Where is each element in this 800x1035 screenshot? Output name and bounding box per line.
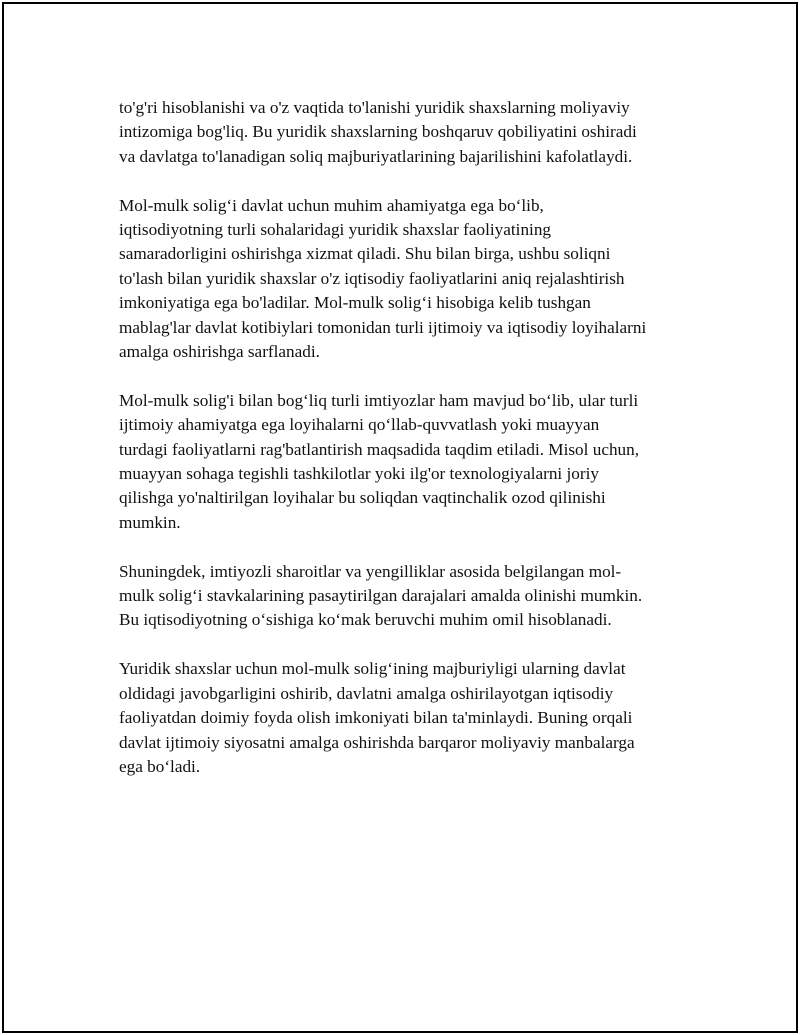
text-line: mablag'lar davlat kotibiylari tomonidan turli ijtimoiy va iqtisodiy loyihalarni <box>119 317 647 337</box>
text-line: iqtisodiyotning turli sohalaridagi yuridik shaxslar faoliyatining <box>119 220 552 240</box>
paragraph-3 <box>119 389 694 535</box>
text-line: imkoniyatiga ega bo'ladilar. Mol-mulk solig‘i hisobiga kelib tushgan <box>119 293 591 313</box>
paragraph-5 <box>119 657 694 779</box>
paragraph-4 <box>119 560 694 633</box>
text-line: faoliyatdan doimiy foyda olish imkoniyati bilan ta'minlaydi. Buning orqali <box>119 708 633 728</box>
text-line: mumkin. <box>119 512 181 532</box>
text-line: samaradorligini oshirishga xizmat qiladi. Shu bilan birga, ushbu soliqni <box>119 244 611 264</box>
text-line: qilishga yo'naltirilgan loyihalar bu soliqdan vaqtinchalik ozod qilinishi <box>119 488 606 508</box>
text-line: Bu iqtisodiyotning o‘sishiga ko‘mak beruvchi muhim omil hisoblanadi. <box>119 610 612 630</box>
text-line: Mol-mulk solig‘i davlat uchun muhim ahamiyatga ega bo‘lib, <box>119 195 544 215</box>
text-line: Shuningdek, imtiyozli sharoitlar va yengilliklar asosida belgilangan mol- <box>119 561 622 581</box>
text-line: mulk solig‘i stavkalarining pasaytirilgan darajalari amalda olinishi mumkin. <box>119 586 643 606</box>
document-page <box>2 2 798 1033</box>
text-line: amalga oshirishga sarflanadi. <box>119 342 320 362</box>
text-line: to'g'ri hisoblanishi va o'z vaqtida to'lanishi yuridik shaxslarning moliyaviy <box>119 98 630 117</box>
text-line: oldidagi javobgarligini oshirib, davlatni amalga oshirilayotgan iqtisodiy <box>119 683 614 703</box>
document-body <box>119 96 694 804</box>
paragraph-1 <box>119 96 694 169</box>
text-line: va davlatga to'lanadigan soliq majburiyatlarining bajarilishini kafolatlaydi. <box>119 146 633 166</box>
text-line: muayyan sohaga tegishli tashkilotlar yoki ilg'or texnologiyalarni joriy <box>119 464 599 484</box>
text-line: Yuridik shaxslar uchun mol-mulk solig‘ining majburiyligi ularning davlat <box>119 659 626 679</box>
text-line: intizomiga bog'liq. Bu yuridik shaxslarning boshqaruv qobiliyatini oshiradi <box>119 122 637 142</box>
text-line: to'lash bilan yuridik shaxslar o'z iqtisodiy faoliyatlarini aniq rejalashtirish <box>119 268 625 288</box>
paragraph-2 <box>119 194 694 365</box>
text-line: Mol-mulk solig'i bilan bog‘liq turli imtiyozlar ham mavjud bo‘lib, ular turli <box>119 390 639 410</box>
text-line: davlat ijtimoiy siyosatni amalga oshirishda barqaror moliyaviy manbalarga <box>119 732 635 752</box>
text-line: turdagi faoliyatlarni rag'batlantirish maqsadida taqdim etiladi. Misol uchun, <box>119 439 640 459</box>
text-line: ega bo‘ladi. <box>119 756 201 776</box>
text-line: ijtimoiy ahamiyatga ega loyihalarni qo‘llab-quvvatlash yoki muayyan <box>119 415 600 435</box>
